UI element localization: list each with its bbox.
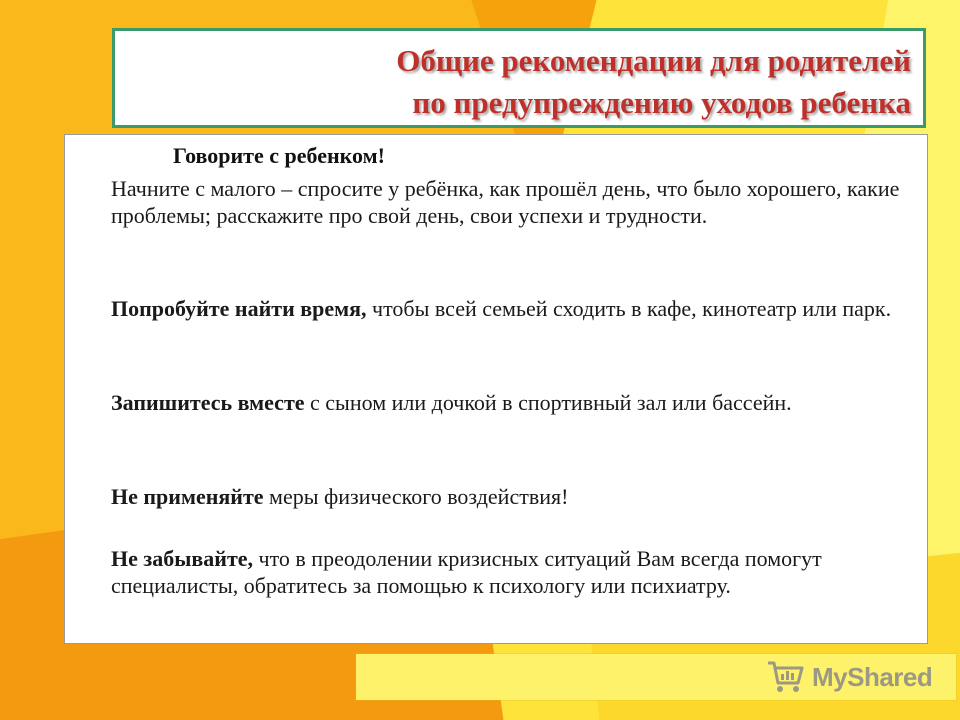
recommendation-text: меры физического воздействия! [263,484,569,509]
recommendation-text: что в преодолении кризисных ситуаций Вам всегда помогут специалисты, обратитесь за помощью к психологу или психиатру. [111,546,822,598]
recommendation-paragraph [111,545,921,599]
recommendation-bold: Запишитесь вместе [111,390,305,415]
recommendation-bold: Не применяйте [111,484,264,509]
slide-title-line-1: Общие рекомендации для родителей [396,43,911,78]
recommendation-paragraph [111,389,921,416]
recommendation-text: чтобы всей семьей сходить в кафе, кинотеатр или парк. [366,296,892,321]
recommendation-paragraph [111,295,921,322]
recommendation-paragraph [111,483,921,510]
recommendation-bold: Не забывайте, [111,546,254,571]
title-box [112,28,926,128]
slide-title-line-2: по предупреждению уходов ребенка [412,85,911,120]
recommendation-bold: Попробуйте найти время, [111,296,367,321]
watermark-text: MyShared [812,661,933,692]
cart-chart-icon [766,659,806,695]
content-heading: Говорите с ребенком! [173,143,385,168]
recommendation-text: с сыном или дочкой в спортивный зал или бассейн. [304,390,792,415]
recommendation-text: Начните с малого – спросите у ребёнка, как прошёл день, что было хорошего, какие проблемы; расскажите про свой день, свои успехи и трудности. [111,176,900,228]
content-box [64,134,928,644]
recommendation-paragraph [111,175,921,229]
watermark-logo[interactable] [766,657,932,697]
